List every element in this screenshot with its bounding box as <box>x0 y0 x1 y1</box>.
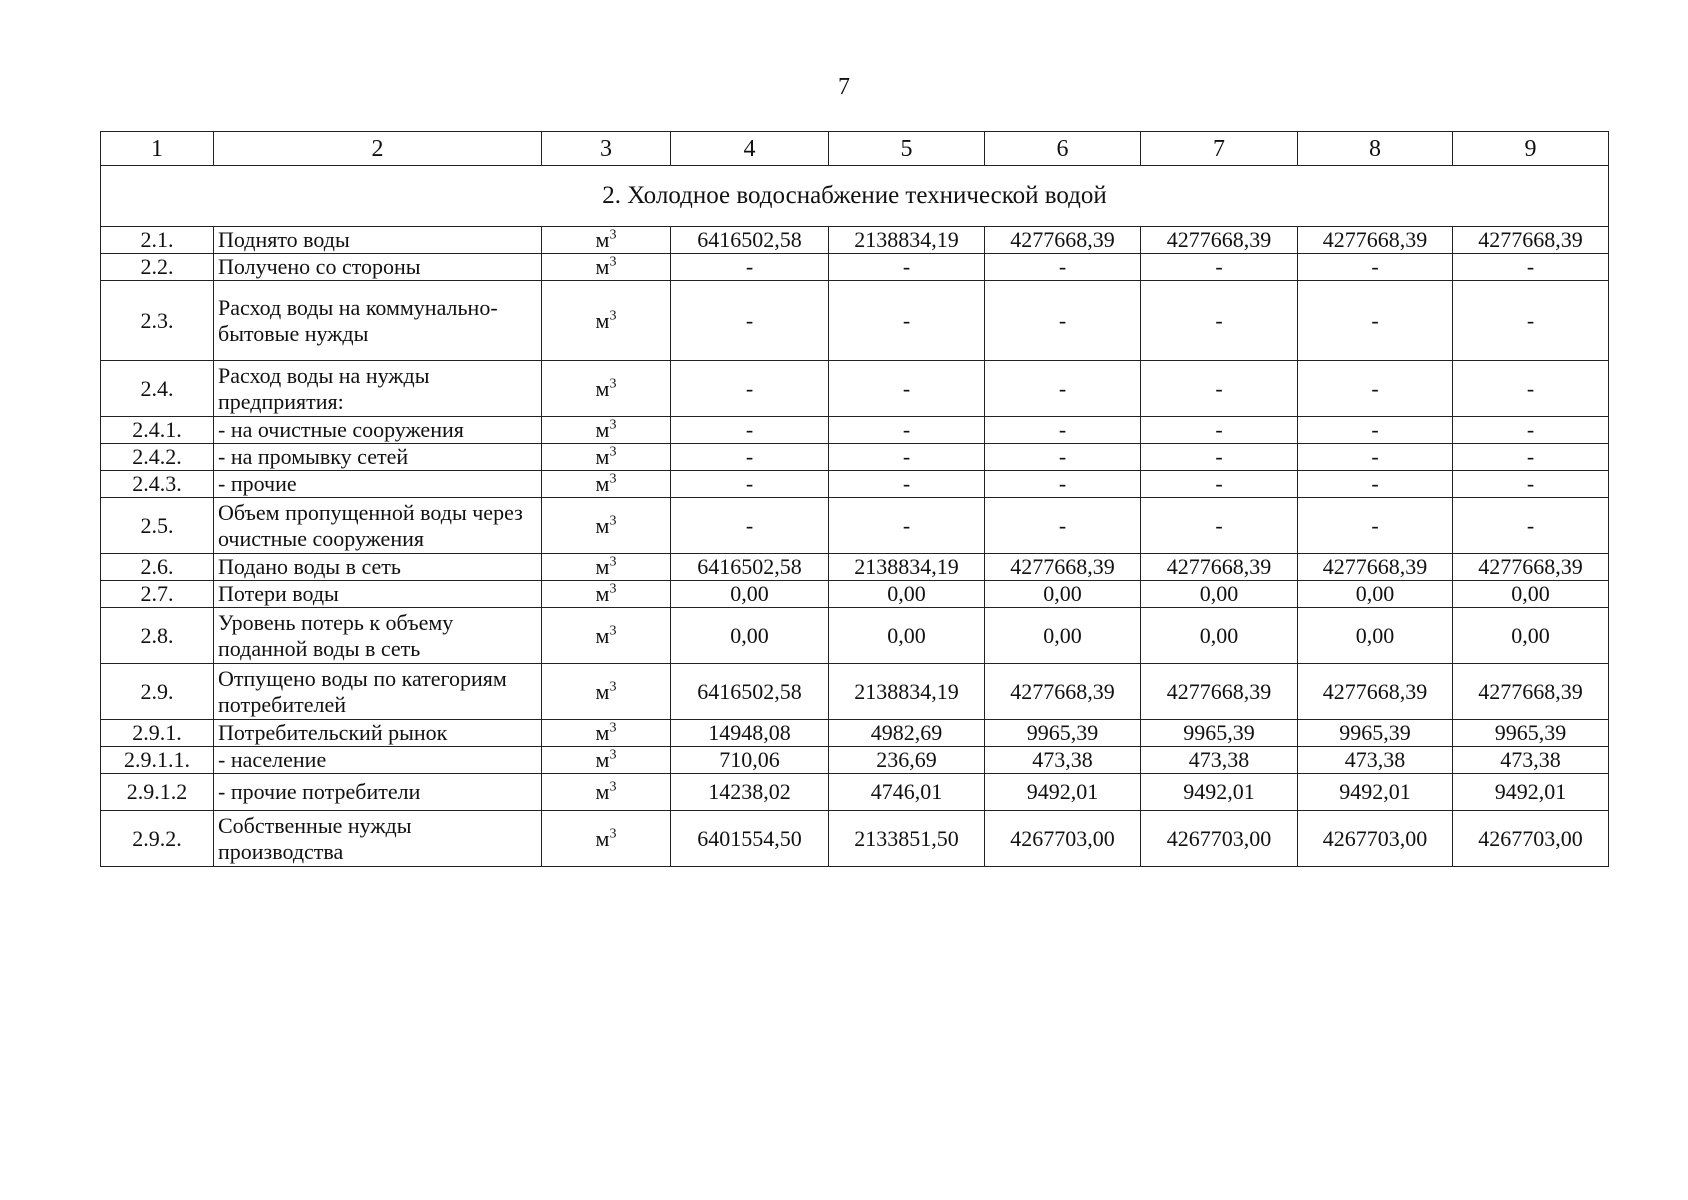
value-cell: - <box>671 254 829 281</box>
unit-exponent: 3 <box>609 581 617 597</box>
value-cell: - <box>829 254 985 281</box>
unit-base: м <box>595 417 610 442</box>
row-number: 2.4.2. <box>101 444 214 471</box>
row-name: - на очистные сооружения <box>214 417 542 444</box>
row-number: 2.7. <box>101 581 214 608</box>
unit-exponent: 3 <box>609 623 617 639</box>
value-cell: 4277668,39 <box>1453 664 1609 720</box>
value-cell: - <box>829 281 985 361</box>
value-cell: 6401554,50 <box>671 811 829 867</box>
value-cell: - <box>829 361 985 417</box>
value-cell: - <box>1453 444 1609 471</box>
value-cell: 14948,08 <box>671 720 829 747</box>
unit-base: м <box>595 622 610 648</box>
value-cell: 2133851,50 <box>829 811 985 867</box>
value-cell: 4267703,00 <box>1141 811 1298 867</box>
value-cell: - <box>1298 498 1453 554</box>
value-cell: 236,69 <box>829 747 985 774</box>
value-cell: 4277668,39 <box>985 227 1141 254</box>
value-cell: - <box>671 281 829 361</box>
unit-exponent: 3 <box>609 747 617 763</box>
unit-exponent: 3 <box>609 720 617 736</box>
value-cell: - <box>671 361 829 417</box>
value-cell: 9965,39 <box>1298 720 1453 747</box>
value-cell: 2138834,19 <box>829 664 985 720</box>
value-cell: 0,00 <box>1298 581 1453 608</box>
value-cell: 6416502,58 <box>671 554 829 581</box>
row-number: 2.4.1. <box>101 417 214 444</box>
table-row <box>101 774 1609 811</box>
value-cell: - <box>1141 281 1298 361</box>
value-cell: - <box>985 498 1141 554</box>
value-cell: 6416502,58 <box>671 227 829 254</box>
table-row <box>101 361 1609 417</box>
unit-base: м <box>595 512 610 538</box>
value-cell: - <box>1298 361 1453 417</box>
value-cell: - <box>1298 281 1453 361</box>
column-number: 6 <box>985 132 1141 166</box>
column-number: 7 <box>1141 132 1298 166</box>
table-row <box>101 417 1609 444</box>
row-unit <box>542 554 671 581</box>
row-number: 2.1. <box>101 227 214 254</box>
column-number-row <box>101 132 1609 166</box>
value-cell: 4277668,39 <box>1453 227 1609 254</box>
row-unit <box>542 227 671 254</box>
table-row <box>101 254 1609 281</box>
row-unit <box>542 747 671 774</box>
unit-base: м <box>595 471 610 496</box>
row-name: Уровень потерь к объему поданной воды в сеть <box>214 608 542 664</box>
row-name: Получено со стороны <box>214 254 542 281</box>
row-name: - население <box>214 747 542 774</box>
unit-exponent: 3 <box>609 376 617 392</box>
value-cell: 4746,01 <box>829 774 985 811</box>
value-cell: 473,38 <box>1298 747 1453 774</box>
value-cell: 473,38 <box>1141 747 1298 774</box>
row-number: 2.8. <box>101 608 214 664</box>
value-cell: - <box>1141 361 1298 417</box>
column-number: 8 <box>1298 132 1453 166</box>
value-cell: - <box>671 471 829 498</box>
row-name: Расход воды на нужды предприятия: <box>214 361 542 417</box>
value-cell: - <box>1453 254 1609 281</box>
row-number: 2.9.2. <box>101 811 214 867</box>
value-cell: - <box>1453 471 1609 498</box>
section-title: 2. Холодное водоснабжение технической водой <box>101 166 1609 227</box>
value-cell: 0,00 <box>829 608 985 664</box>
water-supply-table <box>100 131 1609 867</box>
value-cell: 4267703,00 <box>1298 811 1453 867</box>
row-name: Подано воды в сеть <box>214 554 542 581</box>
row-name: Потери воды <box>214 581 542 608</box>
unit-exponent: 3 <box>609 513 617 529</box>
table-row <box>101 581 1609 608</box>
value-cell: 4267703,00 <box>985 811 1141 867</box>
row-unit <box>542 664 671 720</box>
unit-base: м <box>595 375 610 401</box>
column-number: 9 <box>1453 132 1609 166</box>
row-name: - прочие <box>214 471 542 498</box>
row-name: Расход воды на коммунально-бытовые нужды <box>214 281 542 361</box>
unit-exponent: 3 <box>609 254 617 270</box>
unit-exponent: 3 <box>609 444 617 460</box>
table-row <box>101 608 1609 664</box>
value-cell: - <box>985 471 1141 498</box>
value-cell: - <box>1453 417 1609 444</box>
value-cell: - <box>985 361 1141 417</box>
value-cell: - <box>985 281 1141 361</box>
unit-base: м <box>595 779 610 804</box>
value-cell: 4277668,39 <box>985 664 1141 720</box>
value-cell: 9492,01 <box>1298 774 1453 811</box>
value-cell: 4277668,39 <box>1141 664 1298 720</box>
value-cell: - <box>829 444 985 471</box>
value-cell: - <box>671 444 829 471</box>
value-cell: 14238,02 <box>671 774 829 811</box>
unit-exponent: 3 <box>609 308 617 324</box>
table-row <box>101 664 1609 720</box>
row-unit <box>542 417 671 444</box>
value-cell: 2138834,19 <box>829 554 985 581</box>
row-number: 2.9.1.2 <box>101 774 214 811</box>
value-cell: 473,38 <box>1453 747 1609 774</box>
row-name: Объем пропущенной воды через очистные сооружения <box>214 498 542 554</box>
unit-base: м <box>595 825 610 851</box>
unit-exponent: 3 <box>609 826 617 842</box>
row-name: - на промывку сетей <box>214 444 542 471</box>
value-cell: 4267703,00 <box>1453 811 1609 867</box>
value-cell: - <box>1453 281 1609 361</box>
row-number: 2.9.1. <box>101 720 214 747</box>
table-row <box>101 747 1609 774</box>
value-cell: 9965,39 <box>1141 720 1298 747</box>
unit-exponent: 3 <box>609 227 617 243</box>
value-cell: 4277668,39 <box>1141 554 1298 581</box>
value-cell: - <box>829 471 985 498</box>
page-number: 7 <box>838 74 850 100</box>
table-row <box>101 811 1609 867</box>
row-number: 2.6. <box>101 554 214 581</box>
value-cell: - <box>985 444 1141 471</box>
value-cell: - <box>1298 444 1453 471</box>
value-cell: 0,00 <box>1453 581 1609 608</box>
value-cell: - <box>1141 417 1298 444</box>
value-cell: 0,00 <box>1453 608 1609 664</box>
value-cell: - <box>829 498 985 554</box>
column-number: 3 <box>542 132 671 166</box>
value-cell: - <box>671 498 829 554</box>
value-cell: 2138834,19 <box>829 227 985 254</box>
value-cell: - <box>1298 417 1453 444</box>
unit-base: м <box>595 581 610 606</box>
value-cell: 0,00 <box>1141 608 1298 664</box>
value-cell: 0,00 <box>1298 608 1453 664</box>
value-cell: 710,06 <box>671 747 829 774</box>
value-cell: 0,00 <box>985 581 1141 608</box>
unit-exponent: 3 <box>609 471 617 487</box>
value-cell: - <box>1453 361 1609 417</box>
column-number: 4 <box>671 132 829 166</box>
column-number: 5 <box>829 132 985 166</box>
table-row <box>101 720 1609 747</box>
table-row <box>101 498 1609 554</box>
value-cell: 4277668,39 <box>1141 227 1298 254</box>
unit-base: м <box>595 554 610 579</box>
unit-exponent: 3 <box>609 779 617 795</box>
row-name: Отпущено воды по категориям потребителей <box>214 664 542 720</box>
unit-base: м <box>595 720 610 745</box>
value-cell: 0,00 <box>829 581 985 608</box>
row-unit <box>542 254 671 281</box>
value-cell: 9492,01 <box>1141 774 1298 811</box>
table-row <box>101 471 1609 498</box>
row-name: Потребительский рынок <box>214 720 542 747</box>
unit-exponent: 3 <box>609 679 617 695</box>
value-cell: - <box>985 417 1141 444</box>
row-number: 2.9.1.1. <box>101 747 214 774</box>
value-cell: - <box>985 254 1141 281</box>
value-cell: 9492,01 <box>985 774 1141 811</box>
value-cell: - <box>829 417 985 444</box>
row-unit <box>542 281 671 361</box>
unit-base: м <box>595 307 610 333</box>
value-cell: - <box>1298 471 1453 498</box>
value-cell: 0,00 <box>985 608 1141 664</box>
value-cell: 9965,39 <box>1453 720 1609 747</box>
value-cell: 0,00 <box>1141 581 1298 608</box>
table-row <box>101 281 1609 361</box>
row-unit <box>542 774 671 811</box>
value-cell: 4982,69 <box>829 720 985 747</box>
value-cell: 4277668,39 <box>1298 554 1453 581</box>
unit-base: м <box>595 227 610 252</box>
row-number: 2.3. <box>101 281 214 361</box>
row-unit <box>542 444 671 471</box>
unit-exponent: 3 <box>609 554 617 570</box>
unit-base: м <box>595 678 610 704</box>
row-unit <box>542 361 671 417</box>
table-row <box>101 554 1609 581</box>
value-cell: 473,38 <box>985 747 1141 774</box>
unit-exponent: 3 <box>609 417 617 433</box>
row-unit <box>542 471 671 498</box>
row-number: 2.9. <box>101 664 214 720</box>
row-unit <box>542 720 671 747</box>
value-cell: - <box>1141 471 1298 498</box>
value-cell: 4277668,39 <box>1298 664 1453 720</box>
value-cell: - <box>671 417 829 444</box>
unit-base: м <box>595 254 610 279</box>
value-cell: 9965,39 <box>985 720 1141 747</box>
row-name: Собственные нужды производства <box>214 811 542 867</box>
row-unit <box>542 581 671 608</box>
section-row <box>101 166 1609 227</box>
table-row <box>101 227 1609 254</box>
row-unit <box>542 498 671 554</box>
value-cell: 6416502,58 <box>671 664 829 720</box>
value-cell: 0,00 <box>671 608 829 664</box>
value-cell: 4277668,39 <box>985 554 1141 581</box>
value-cell: - <box>1141 254 1298 281</box>
row-name: Поднято воды <box>214 227 542 254</box>
value-cell: - <box>1298 254 1453 281</box>
row-number: 2.4. <box>101 361 214 417</box>
value-cell: 9492,01 <box>1453 774 1609 811</box>
unit-base: м <box>595 444 610 469</box>
row-name: - прочие потребители <box>214 774 542 811</box>
value-cell: - <box>1141 498 1298 554</box>
value-cell: - <box>1141 444 1298 471</box>
value-cell: 0,00 <box>671 581 829 608</box>
unit-base: м <box>595 747 610 772</box>
row-number: 2.5. <box>101 498 214 554</box>
row-unit <box>542 811 671 867</box>
row-number: 2.2. <box>101 254 214 281</box>
column-number: 2 <box>214 132 542 166</box>
table-row <box>101 444 1609 471</box>
value-cell: 4277668,39 <box>1298 227 1453 254</box>
row-number: 2.4.3. <box>101 471 214 498</box>
value-cell: 4277668,39 <box>1453 554 1609 581</box>
row-unit <box>542 608 671 664</box>
value-cell: - <box>1453 498 1609 554</box>
column-number: 1 <box>101 132 214 166</box>
